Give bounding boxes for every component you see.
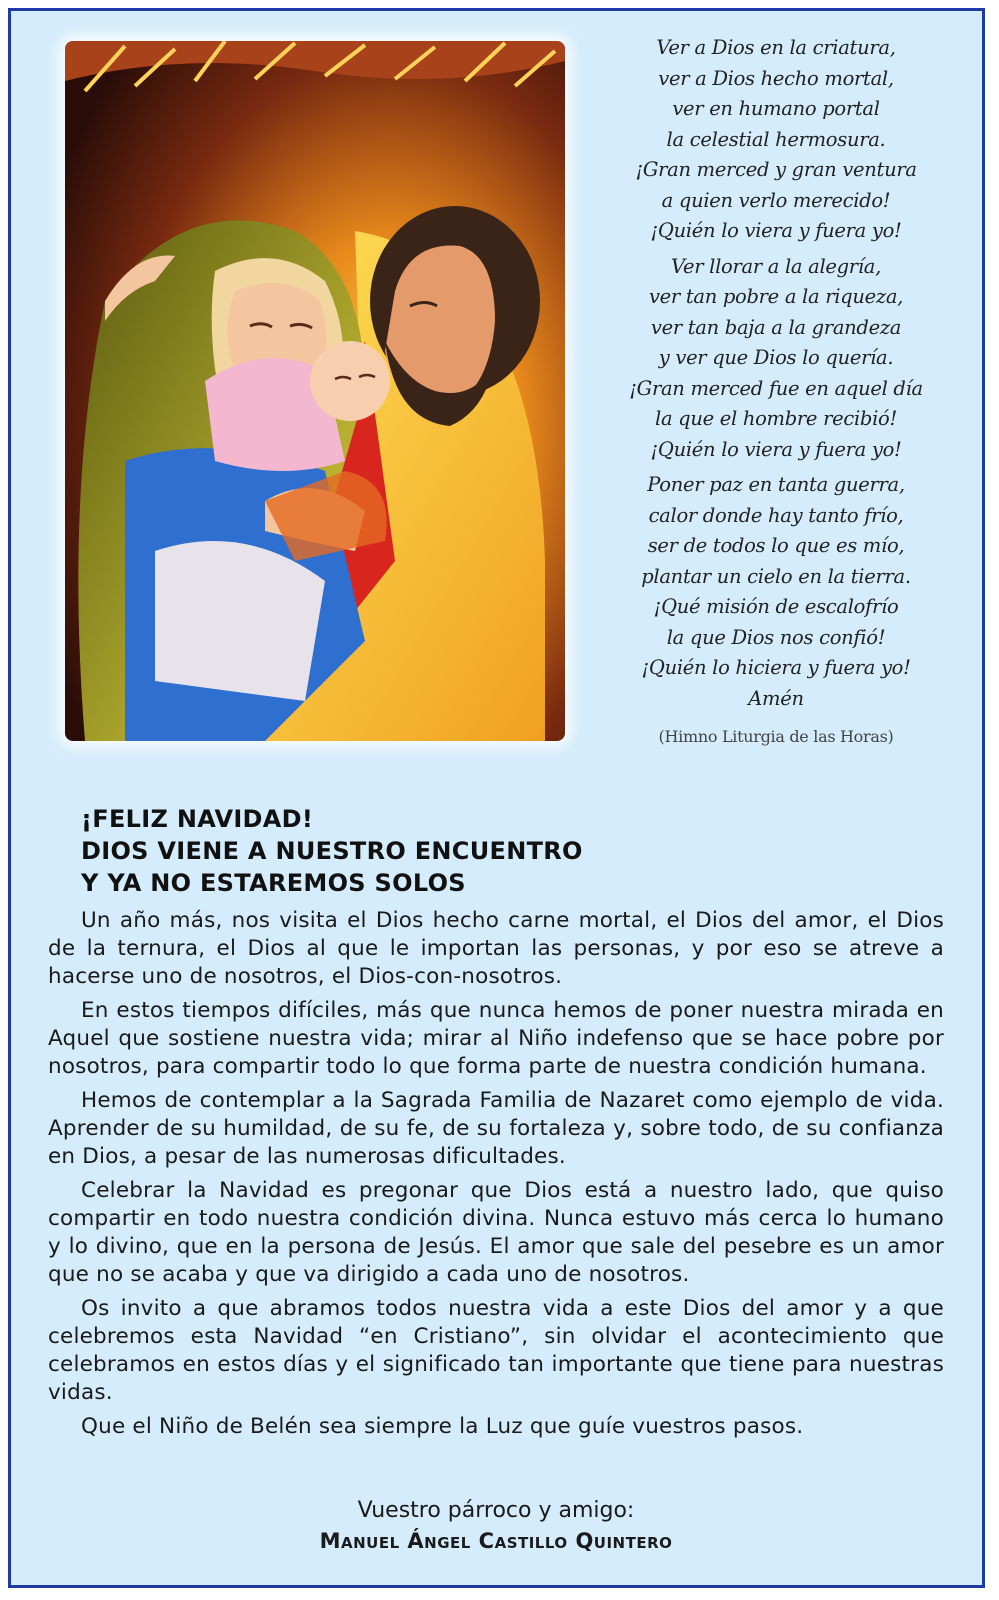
hymn-line: plantar un cielo en la tierra. bbox=[641, 564, 911, 588]
hymn-line: a quien verlo merecido! bbox=[661, 188, 891, 212]
headline bbox=[81, 803, 583, 899]
hymn-line: ¡Quién lo viera y fuera yo! bbox=[650, 219, 902, 242]
letter-paragraph: Un año más, nos visita el Dios hecho carne mortal, el Dios del amor, el Dios de la ternura, el Dios al que le importan las personas, y por eso se atreve a hacerse uno de nosotros, el Dios-con-nosotros. bbox=[48, 908, 944, 989]
letter-paragraph: Que el Niño de Belén sea siempre la Luz que guíe vuestros pasos. bbox=[81, 1414, 804, 1439]
letter-paragraph: Celebrar la Navidad es pregonar que Dios está a nuestro lado, que quiso compartir en todo nuestra condición divina. Nunca estuvo más cerca lo humano y lo divino, que en la persona de Jesús. El amor que sale del pesebre es un amor que no se acaba y que va dirigido a cada uno de nosotros. bbox=[48, 1178, 944, 1287]
letter-paragraph: Os invito a que abramos todos nuestra vida a este Dios del amor y a que celebremos esta Navidad “en Cristiano”, sin olvidar el acontecimiento que celebramos en estos días y el significado tan importante que tiene para nuestras vidas. bbox=[48, 1296, 944, 1405]
hymn-line: calor donde hay tanto frío, bbox=[648, 503, 904, 527]
hymn-line: ¡Quién lo viera y fuera yo! bbox=[650, 437, 902, 461]
letter-body bbox=[48, 907, 944, 1447]
hymn-line: la que el hombre recibió! bbox=[655, 407, 897, 430]
signature-author: Manuel Ángel Castillo Quintero bbox=[319, 1529, 673, 1553]
hymn-line: ver a Dios hecho mortal, bbox=[658, 66, 894, 90]
christmas-hymn bbox=[611, 33, 941, 753]
hymn-line: Ver a Dios en la criatura, bbox=[656, 36, 896, 59]
headline-line: Y YA NO ESTAREMOS SOLOS bbox=[81, 869, 466, 897]
hymn-line: ¡Gran merced y gran ventura bbox=[635, 158, 917, 181]
hymn-stanza bbox=[611, 33, 941, 247]
letter-paragraph: En estos tiempos difíciles, más que nunca hemos de poner nuestra mirada en Aquel que sostiene nuestra vida; mirar al Niño indefenso que se hace pobre por nosotros, para compartir todo lo que forma parte de nuestra condición humana. bbox=[48, 998, 944, 1079]
hymn-source: (Himno Liturgia de las Horas) bbox=[658, 727, 894, 746]
holy-family-illustration bbox=[65, 41, 565, 741]
hymn-line: ver en humano portal bbox=[672, 97, 880, 120]
hymn-stanza bbox=[611, 470, 941, 714]
hymn-line: ¡Quién lo hiciera y fuera yo! bbox=[641, 656, 911, 679]
letter-paragraph: Hemos de contemplar a la Sagrada Familia de Nazaret como ejemplo de vida. Aprender de su humildad, de su fe, de su fortaleza y, sobre todo, de su confianza en Dios, a pesar de las numerosas dificultades. bbox=[48, 1088, 944, 1169]
bulletin-page bbox=[8, 8, 985, 1588]
hymn-line: ver tan baja a la grandeza bbox=[650, 315, 902, 339]
headline-line: ¡FELIZ NAVIDAD! bbox=[81, 805, 314, 833]
hymn-line: ¡Gran merced fue en aquel día bbox=[629, 376, 923, 400]
hymn-line: la celestial hermosura. bbox=[666, 127, 886, 151]
hymn-stanza bbox=[611, 252, 941, 466]
signature bbox=[48, 1496, 944, 1556]
hymn-line: ser de todos lo que es mío, bbox=[647, 534, 905, 557]
hymn-line: Amén bbox=[748, 686, 804, 710]
headline-line: DIOS VIENE A NUESTRO ENCUENTRO bbox=[81, 837, 583, 865]
hymn-line: ver tan pobre a la riqueza, bbox=[648, 285, 904, 308]
hymn-line: Poner paz en tanta guerra, bbox=[647, 473, 905, 496]
signature-greeting: Vuestro párroco y amigo: bbox=[357, 1498, 635, 1523]
hymn-line: Ver llorar a la alegría, bbox=[671, 254, 881, 278]
hymn-line: ¡Qué misión de escalofrío bbox=[653, 595, 899, 618]
hymn-line: y ver que Dios lo quería. bbox=[658, 346, 894, 369]
hymn-line: la que Dios nos confió! bbox=[666, 625, 886, 649]
